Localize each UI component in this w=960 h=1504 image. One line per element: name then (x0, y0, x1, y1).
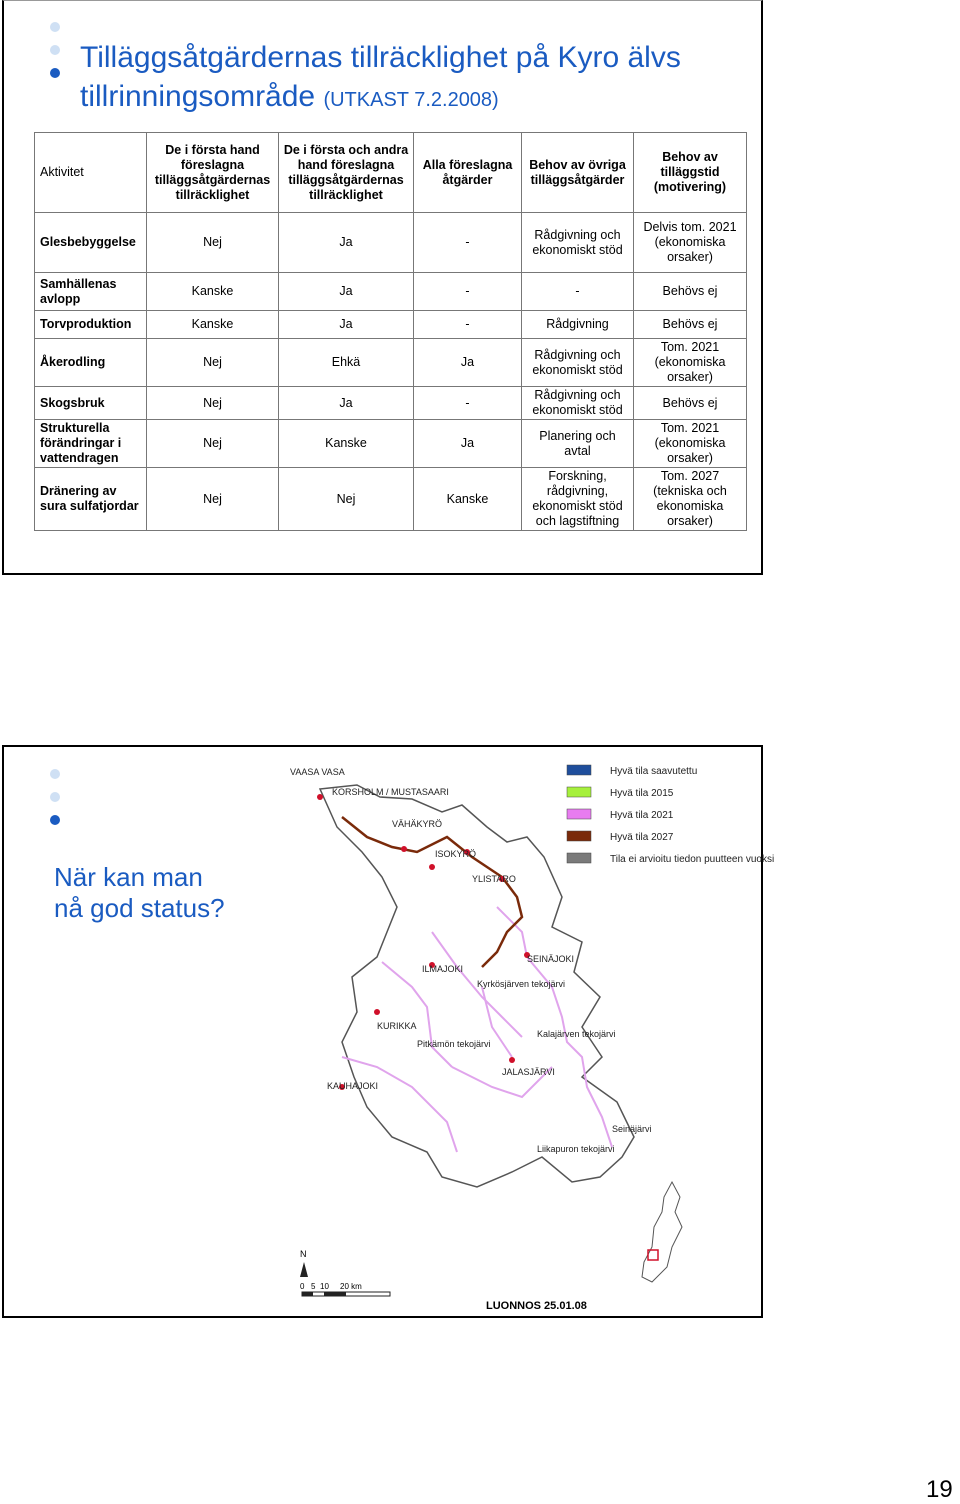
value-cell: - (414, 311, 522, 339)
table-row (35, 387, 747, 420)
value-cell: - (414, 387, 522, 420)
table-row (35, 339, 747, 387)
scale-tick: 5 (311, 1282, 316, 1291)
activity-cell: Samhällenas avlopp (35, 273, 147, 311)
legend-swatch (567, 853, 591, 863)
title-draft: (UTKAST 7.2.2008) (323, 89, 499, 111)
value-cell: Behövs ej (634, 387, 747, 420)
place-label: Pitkämön tekojärvi (417, 1039, 491, 1049)
place-label: Seinäjärvi (612, 1124, 652, 1134)
value-cell: Tom. 2027 (tekniska och ekonomiska orsaker) (634, 468, 747, 531)
col-header: De i första och andra hand föreslagna tilläggsåtgärdernas tillräcklighet (279, 133, 414, 213)
table-header-row (35, 133, 747, 213)
place-label: Kalajärven tekojärvi (537, 1029, 616, 1039)
value-cell: Ja (279, 213, 414, 273)
value-cell: Nej (279, 468, 414, 531)
col-header: Behov av övriga tilläggsåtgärder (522, 133, 634, 213)
col-header: Alla föreslagna åtgärder (414, 133, 522, 213)
activity-cell: Dränering av sura sulfatjordar (35, 468, 147, 531)
page-number: 19 (926, 1476, 953, 1503)
value-cell: Rådgivning och ekonomiskt stöd (522, 213, 634, 273)
legend-label: Hyvä tila saavutettu (610, 766, 698, 777)
value-cell: Kanske (279, 420, 414, 468)
bullet-dot (50, 769, 60, 779)
value-cell: Behövs ej (634, 311, 747, 339)
value-cell: Kanske (414, 468, 522, 531)
table-row (35, 311, 747, 339)
value-cell: Tom. 2021 (ekonomiska orsaker) (634, 339, 747, 387)
table-row (35, 468, 747, 531)
value-cell: Behövs ej (634, 273, 747, 311)
place-label: Kyrkösjärven tekojärvi (477, 979, 566, 989)
map-credit: LUONNOS 25.01.08 (486, 1300, 587, 1312)
legend-swatch (567, 831, 591, 841)
measures-table (34, 132, 747, 531)
value-cell: Tom. 2021 (ekonomiska orsaker) (634, 420, 747, 468)
legend-label: Hyvä tila 2015 (610, 788, 674, 799)
place-label: KAUHAJOKI (327, 1081, 379, 1091)
bullet-dots (50, 22, 60, 91)
scale-tick: 10 (320, 1282, 329, 1291)
value-cell: Ehkä (279, 339, 414, 387)
north-arrow-icon (300, 1262, 308, 1277)
value-cell: Kanske (147, 311, 279, 339)
scale-tick: 0 (300, 1282, 305, 1291)
place-label: SEINÄJOKI (527, 954, 575, 964)
place-label: JALASJÄRVI (502, 1067, 555, 1077)
value-cell: Ja (414, 339, 522, 387)
col-header: Aktivitet (35, 133, 147, 213)
bullet-dot (50, 68, 60, 78)
value-cell: Nej (147, 213, 279, 273)
bullet-dot (50, 792, 60, 802)
col-header: De i första hand föreslagna tilläggsåtgärdernas tillräcklighet (147, 133, 279, 213)
value-cell: Delvis tom. 2021 (ekonomiska orsaker) (634, 213, 747, 273)
value-cell: Ja (279, 311, 414, 339)
value-cell: Nej (147, 420, 279, 468)
place-label: VAASA VASA (290, 767, 345, 777)
legend-label: Hyvä tila 2027 (610, 832, 674, 843)
legend-label: Hyvä tila 2021 (610, 810, 674, 821)
value-cell: Kanske (147, 273, 279, 311)
value-cell: Rådgivning och ekonomiskt stöd (522, 339, 634, 387)
bullet-dot (50, 45, 60, 55)
activity-cell: Strukturella förändringar i vattendragen (35, 420, 147, 468)
legend-label: Tila ei arvioitu tiedon puutteen vuoksi (610, 854, 775, 865)
place-label: ISOKYRÖ (435, 849, 477, 859)
place-label: YLISTARO (472, 874, 516, 884)
bullet-dot (50, 815, 60, 825)
bullet-dot (50, 22, 60, 32)
question-text: När kan man nå god status? (54, 862, 225, 923)
place-label: VÄHÄKYRÖ (392, 819, 443, 829)
scale-tick: 20 km (340, 1282, 362, 1291)
place-label: KURIKKA (377, 1021, 417, 1031)
place-label: Liikapuron tekojärvi (537, 1144, 615, 1154)
activity-cell: Skogsbruk (35, 387, 147, 420)
value-cell: Ja (279, 387, 414, 420)
table-row (35, 213, 747, 273)
value-cell: - (522, 273, 634, 311)
place-label: KORSHOLM / MUSTASAARI (332, 787, 449, 797)
value-cell: Rådgivning (522, 311, 634, 339)
bullet-dots (50, 769, 60, 838)
value-cell: Forskning, rådgivning, ekonomiskt stöd och lagstiftning (522, 468, 634, 531)
north-label: N (300, 1249, 307, 1259)
activity-cell: Torvproduktion (35, 311, 147, 339)
activity-cell: Glesbebyggelse (35, 213, 147, 273)
table-row (35, 273, 747, 311)
place-label: ILMAJOKI (422, 964, 464, 974)
title-main: Tilläggsåtgärdernas tillräcklighet på Kyro älvs tillrinningsområde (80, 41, 681, 113)
value-cell: - (414, 213, 522, 273)
value-cell: Ja (414, 420, 522, 468)
slide-title (80, 38, 761, 120)
value-cell: Rådgivning och ekonomiskt stöd (522, 387, 634, 420)
river-basin-map (282, 757, 775, 1317)
value-cell: Planering och avtal (522, 420, 634, 468)
value-cell: - (414, 273, 522, 311)
legend-swatch (567, 765, 591, 775)
col-header: Behov av tilläggstid (motivering) (634, 133, 747, 213)
value-cell: Nej (147, 339, 279, 387)
value-cell: Ja (279, 273, 414, 311)
value-cell: Nej (147, 468, 279, 531)
table-row (35, 420, 747, 468)
legend-swatch (567, 809, 591, 819)
legend-swatch (567, 787, 591, 797)
finland-inset (642, 1182, 682, 1282)
value-cell: Nej (147, 387, 279, 420)
activity-cell: Åkerodling (35, 339, 147, 387)
